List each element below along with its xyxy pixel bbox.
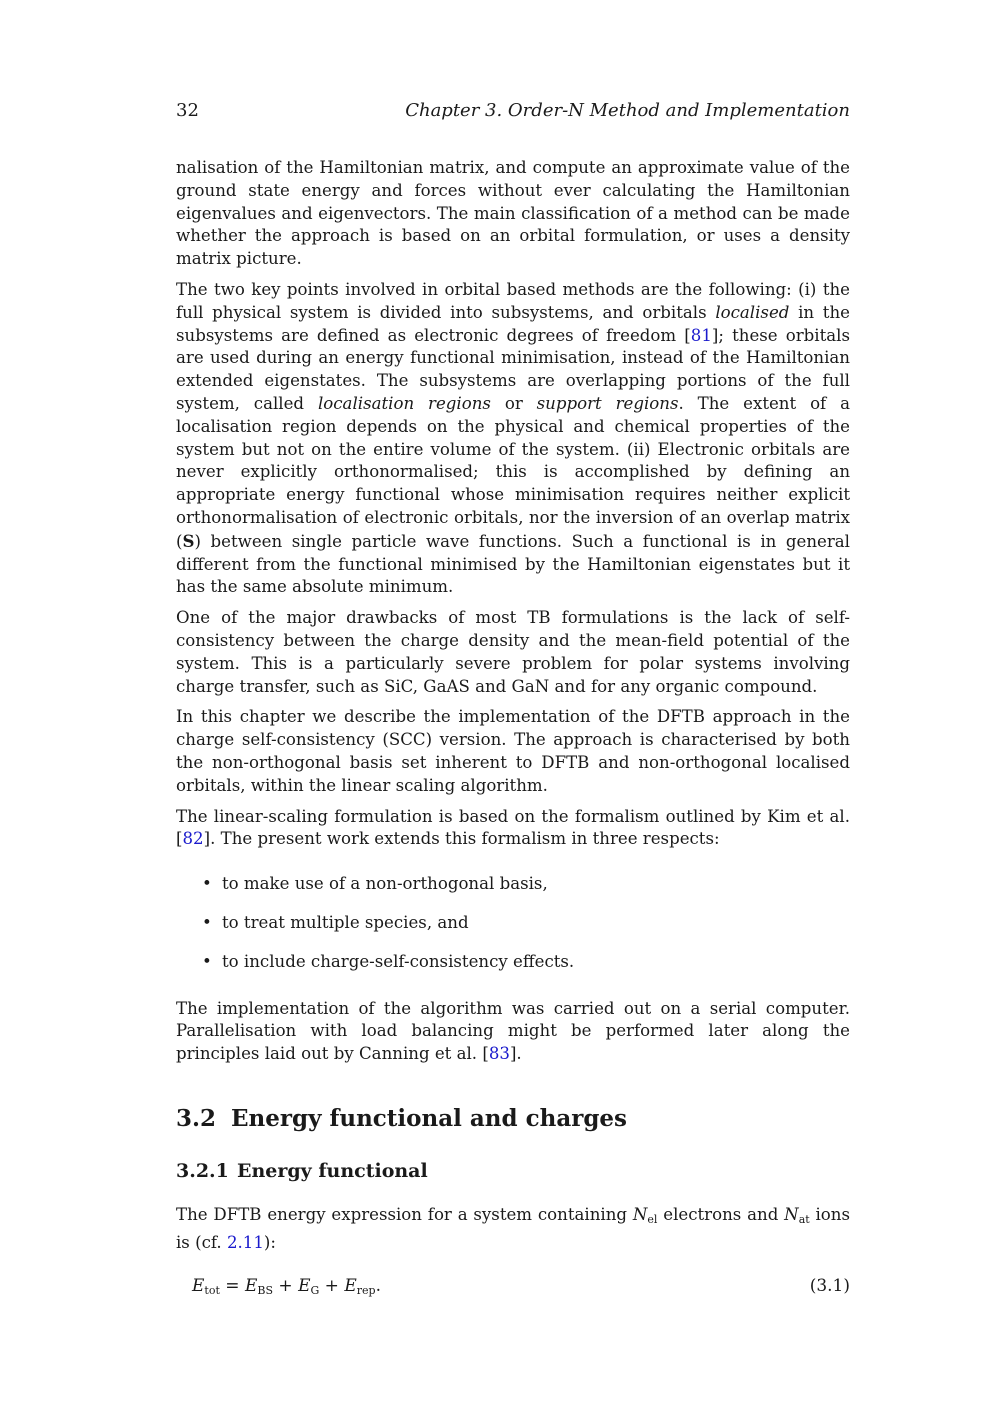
section-title: Energy functional and charges — [231, 1104, 627, 1132]
citation-link-83[interactable]: 83 — [488, 1044, 510, 1064]
emphasis-support-regions: support regions — [536, 393, 679, 413]
chapter-title: Chapter 3. Order-N Method and Implementation — [405, 100, 850, 121]
list-item — [176, 951, 850, 974]
emphasis-localised: localised — [715, 302, 790, 322]
paragraph-4: In this chapter we describe the implementation of the DFTB approach in the charge self-consistency (SCC) version. The approach is characterised by both the non-orthogonal basis set inherent to DFTB and non-orthogonal localised orbitals, within the linear scaling algorithm. — [176, 707, 850, 795]
math-subscript-g: G — [310, 1284, 320, 1298]
math-symbol-e: E — [244, 1276, 258, 1297]
paragraph-1: nalisation of the Hamiltonian matrix, and compute an approximate value of the ground state energy and forces without ever calculating the Hamiltonian eigenvalues and eigenvectors. The main classification of a method can be made whether the approach is based on an orbital formulation, or uses a density matrix picture. — [176, 158, 850, 269]
text-run: The two key points involved in orbital based methods are the following: (i) the full physical system is divided into subsystems, and orbitals — [176, 279, 850, 322]
page-number: 32 — [176, 100, 199, 121]
emphasis-localisation-regions: localisation regions — [317, 393, 491, 413]
text-run: ]; these orbitals are used during an energy functional minimisation, instead of the Hamiltonian extended eigenstates. The subsystems are overlapping portions of the full system, called — [176, 325, 850, 413]
math-subscript-tot: tot — [204, 1284, 220, 1298]
math-symbol-n: N — [632, 1204, 648, 1224]
list-item-text: to make use of a non-orthogonal basis, — [222, 874, 548, 894]
section-heading — [176, 1104, 850, 1134]
text-run: . The extent of a localisation region depends on the physical and chemical properties of the system but not on the entire volume of the system. (ii) Electronic orbitals are never explicitly orthonormalised; this is accomplished by defining an appropriate energy functional whose minimisation requires neither explicit orthonormalisation of electronic orbitals, nor the inversion of an overlap matrix ( — [176, 393, 850, 551]
text-run: ions is (cf. — [176, 1204, 851, 1252]
subsection-heading — [176, 1158, 850, 1184]
math-subscript-el: el — [647, 1212, 658, 1226]
math-subscript-at: at — [798, 1212, 810, 1226]
text-run: electrons and — [657, 1204, 785, 1224]
math-period: . — [375, 1276, 381, 1297]
math-plus: + — [319, 1276, 345, 1297]
section-number: 3.2 — [176, 1104, 217, 1132]
equation-3-1 — [176, 1272, 850, 1300]
list-item — [176, 873, 850, 896]
math-plus: + — [273, 1276, 299, 1297]
text-run: ]. — [509, 1044, 522, 1064]
text-run: ): — [263, 1232, 276, 1252]
equation-expression — [192, 1272, 381, 1305]
citation-link-82[interactable]: 82 — [182, 829, 204, 849]
bullet-list — [176, 873, 850, 973]
bullet-icon: • — [202, 874, 212, 894]
math-equals: = — [219, 1276, 245, 1297]
equation-link-2-11[interactable]: 2.11 — [226, 1232, 264, 1252]
bullet-icon: • — [202, 951, 212, 971]
text-run: ]. The present work extends this formalism in three respects: — [203, 829, 720, 849]
text-run: ) between single particle wave functions. Such a functional is in general different from the functional minimised by the Hamiltonian eigenstates but it has the same absolute minimum. — [176, 531, 850, 597]
math-subscript-rep: rep — [356, 1284, 376, 1298]
list-item-text: to treat multiple species, and — [222, 912, 469, 932]
body-text — [176, 157, 850, 1300]
paragraph-7 — [176, 1204, 850, 1255]
math-subscript-bs: BS — [257, 1284, 273, 1298]
equation-number: (3.1) — [809, 1276, 850, 1297]
text-run: The DFTB energy expression for a system containing — [176, 1204, 633, 1224]
paragraph-2 — [176, 279, 850, 599]
math-symbol-e: E — [192, 1276, 205, 1297]
paragraph-6 — [176, 998, 850, 1066]
bullet-icon: • — [202, 912, 212, 932]
text-run: in the subsystems are defined as electronic degrees of freedom [ — [176, 302, 850, 345]
text-run: The linear-scaling formulation is based on the formalism outlined by Kim et al. [ — [176, 806, 850, 849]
math-symbol-e: E — [298, 1276, 311, 1297]
math-symbol-n: N — [784, 1204, 799, 1224]
list-item — [176, 912, 850, 935]
paragraph-5 — [176, 806, 850, 852]
paragraph-3: One of the major drawbacks of most TB formulations is the lack of self-consistency between the charge density and the mean-field potential of the system. This is a particularly severe problem for polar systems involving charge transfer, such as SiC, GaAS and GaN and for any organic compound. — [176, 608, 850, 696]
subsection-title: Energy functional — [237, 1159, 428, 1182]
text-run: or — [490, 393, 537, 413]
list-item-text: to include charge-self-consistency effects. — [222, 951, 575, 971]
math-symbol-e: E — [344, 1276, 357, 1297]
citation-link-81[interactable]: 81 — [690, 325, 712, 345]
matrix-symbol-s: S — [182, 530, 195, 551]
subsection-number: 3.2.1 — [176, 1159, 229, 1182]
text-run: The implementation of the algorithm was carried out on a serial computer. Parallelisation with load balancing might be performed later along the principles laid out by Canning et al. [ — [176, 998, 850, 1064]
